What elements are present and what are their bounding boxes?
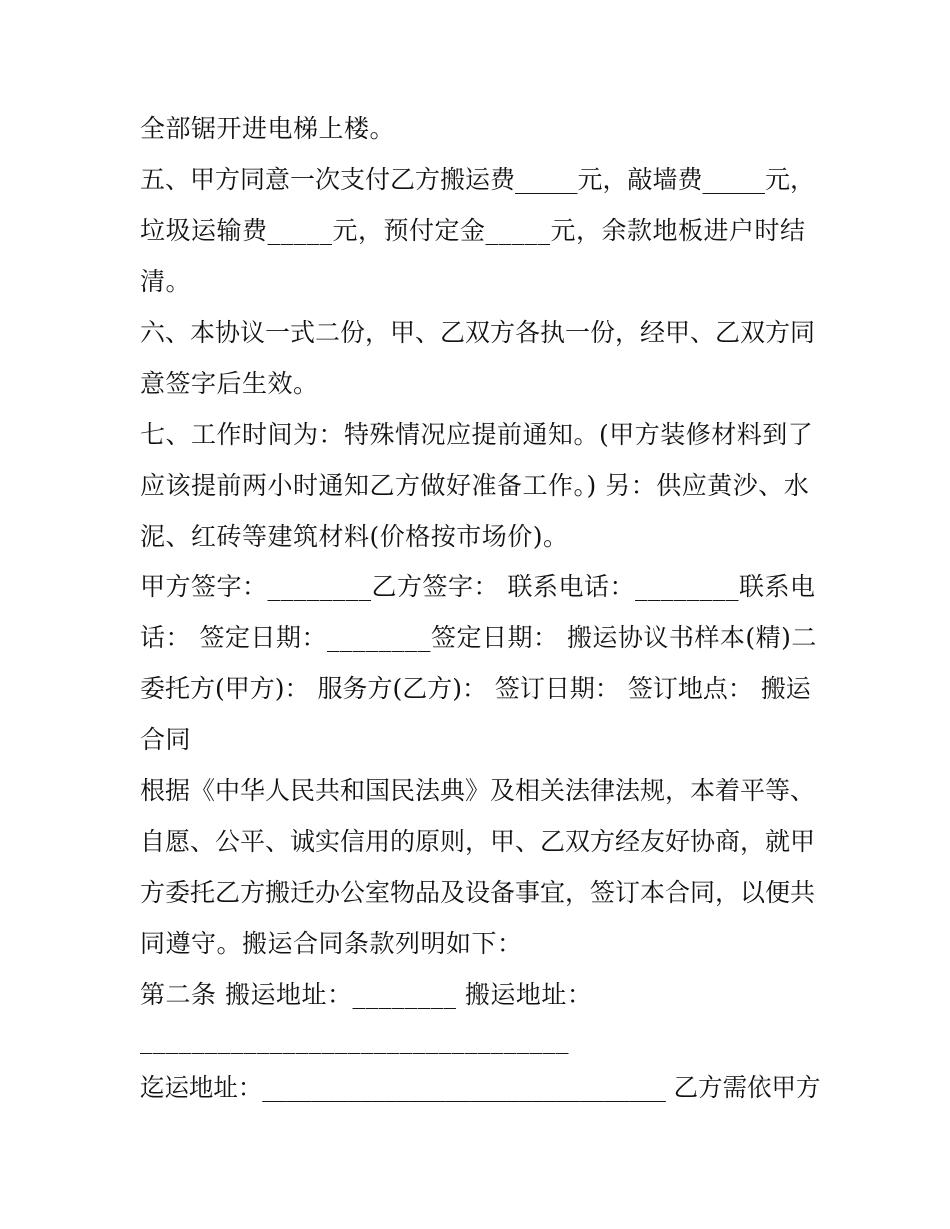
text-line-1: 全部锯开进电梯上楼。 — [140, 114, 396, 143]
text-line-12: 委托方(甲方)： 服务方(乙方)： 签订日期： 签订地点： 搬运 — [140, 674, 811, 703]
text-line-20: 迄运地址：_________________________________ 乙方需依甲方 — [140, 1073, 821, 1102]
text-line-17: 同遵守。搬运合同条款列明如下： — [140, 929, 523, 958]
text-line-4: 清。 — [140, 267, 192, 296]
text-line-13: 合同 — [140, 725, 192, 754]
text-line-7: 七、工作时间为：特殊情况应提前通知。(甲方装修材料到了 — [140, 420, 814, 449]
text-line-19: _________________________________ — [140, 1025, 569, 1054]
text-line-16: 方委托乙方搬迁办公室物品及设备事宜，签订本合同，以便共 — [140, 878, 816, 907]
text-line-6: 意签字后生效。 — [140, 369, 319, 398]
text-line-10: 甲方签字：________乙方签字： 联系电话：________联系电 — [140, 572, 816, 601]
text-line-14: 根据《中华人民共和国民法典》及相关法律法规，本着平等、 — [140, 776, 816, 805]
text-line-11: 话： 签定日期：________签定日期： 搬运协议书样本(精)二 — [140, 623, 817, 652]
text-line-2: 五、甲方同意一次支付乙方搬运费_____元，敲墙费_____元， — [140, 165, 816, 194]
text-line-15: 自愿、公平、诚实信用的原则，甲、乙双方经友好协商，就甲 — [140, 827, 816, 856]
text-line-9: 泥、红砖等建筑材料(价格按市场价)。 — [140, 522, 569, 551]
text-line-8: 应该提前两小时通知乙方做好准备工作。) 另：供应黄沙、水 — [140, 471, 810, 500]
text-line-3: 垃圾运输费_____元，预付定金_____元，余款地板进户时结 — [140, 216, 806, 245]
text-line-18: 第二条 搬运地址：________ 搬运地址： — [140, 980, 593, 1009]
text-line-5: 六、本协议一式二份，甲、乙双方各执一份，经甲、乙双方同 — [140, 318, 816, 347]
